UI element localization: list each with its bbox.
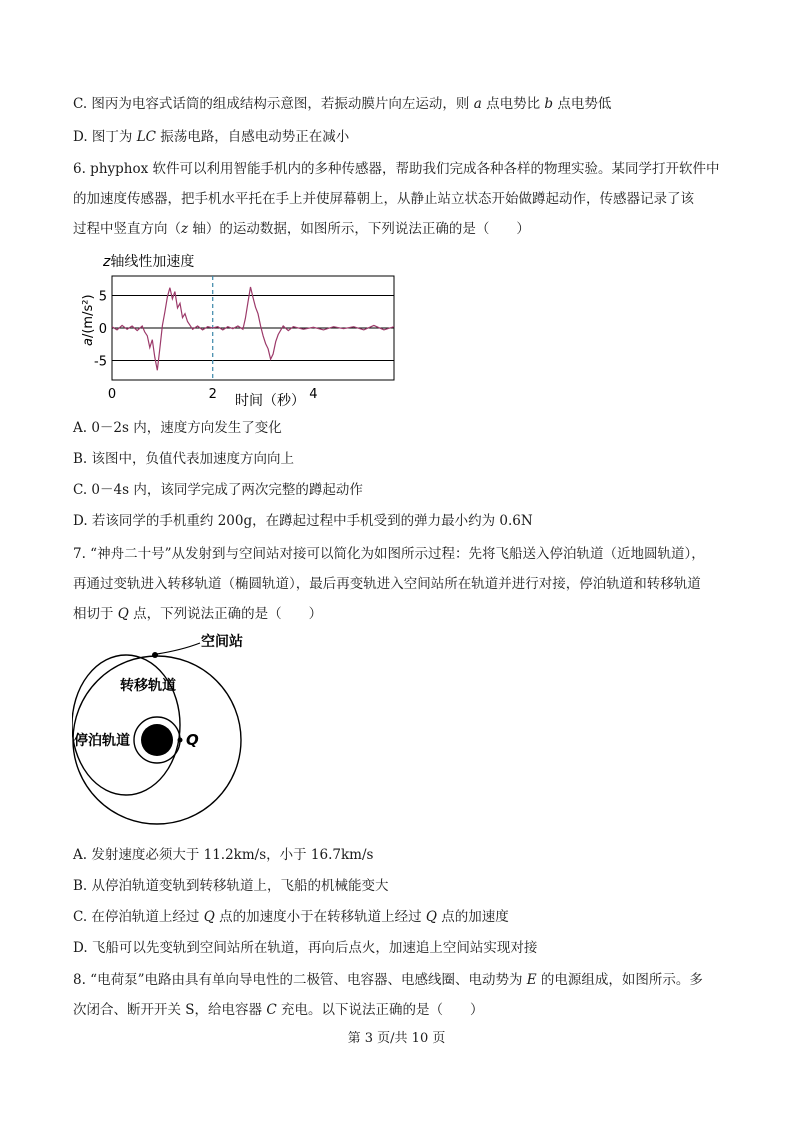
q7-option-c xyxy=(73,907,509,927)
q7-option-c-text: C. 在停泊轨道上经过 xyxy=(73,909,204,925)
q7-stem-line3 xyxy=(73,604,322,624)
transfer-orbit xyxy=(72,655,180,795)
var-lc: LC xyxy=(136,129,157,145)
parking-orbit-label: 停泊轨道 xyxy=(74,733,130,749)
var-q: Q xyxy=(425,909,437,925)
var-c: C xyxy=(266,1002,277,1018)
q6-option-c: C. 0－4s 内，该同学完成了两次完整的蹲起动作 xyxy=(73,482,363,498)
q6-stem-line3 xyxy=(73,219,530,239)
y-axis-label: a/(m/s²) xyxy=(81,294,96,346)
space-station-label: 空间站 xyxy=(201,634,243,650)
point-q-label: Q xyxy=(186,731,199,749)
q6-option-d: D. 若该同学的手机重约 200g，在蹲起过程中手机受到的弹力最小约为 0.6N xyxy=(73,513,533,529)
var-z: z xyxy=(181,221,189,237)
q6-option-b: B. 该图中，负值代表加速度方向向上 xyxy=(73,451,295,467)
point-q-dot xyxy=(178,738,183,743)
var-q: Q xyxy=(203,909,215,925)
y-tick-label: 0 xyxy=(98,322,107,337)
var-a: a xyxy=(473,96,482,112)
q6-option-a: A. 0－2s 内，速度方向发生了变化 xyxy=(73,420,282,436)
q7-option-c-mid: 点的加速度小于在转移轨道上经过 xyxy=(214,909,426,925)
series-line xyxy=(112,287,394,370)
x-tick-label: 2 xyxy=(208,387,217,402)
y-tick-label: 5 xyxy=(98,289,107,305)
chart-title: z轴线性加速度 xyxy=(103,254,195,270)
y-tick-label: -5 xyxy=(94,354,107,370)
acceleration-chart xyxy=(70,248,410,413)
var-q: Q xyxy=(117,606,129,622)
q7-stem-line3-pre: 相切于 xyxy=(73,606,118,622)
var-b: b xyxy=(544,96,554,112)
q8-stem-line2 xyxy=(73,1000,483,1020)
q6-stem-line1: 6. phyphox 软件可以利用智能手机内的多种传感器，帮助我们完成各种各样的物理实验。某同学打开软件中 xyxy=(73,161,720,177)
space-station-leader xyxy=(157,643,200,654)
q5-option-d xyxy=(73,127,349,147)
transfer-orbit-label: 转移轨道 xyxy=(120,678,176,694)
q6-stem-line3-post: 轴）的运动数据，如图所示，下列说法正确的是（ ） xyxy=(188,221,530,237)
q5-option-d-end: 振荡电路，自感电动势正在减小 xyxy=(156,129,350,145)
q5-option-c-text: C. 图丙为电容式话筒的组成结构示意图，若振动膜片向左运动，则 xyxy=(73,96,474,112)
var-e: E xyxy=(526,972,537,988)
x-axis-label: 时间（秒） xyxy=(235,393,305,409)
page-footer: 第 3 页/共 10 页 xyxy=(347,1031,446,1046)
q5-option-c-end: 点电势低 xyxy=(553,96,612,112)
orbit-diagram xyxy=(72,630,272,840)
q7-option-a: A. 发射速度必须大于 11.2km/s，小于 16.7km/s xyxy=(73,847,374,863)
x-tick-label: 0 xyxy=(107,387,117,402)
q8-stem-line2-post: 充电。以下说法正确的是（ ） xyxy=(276,1002,484,1018)
q8-stem-line1 xyxy=(73,970,703,990)
space-station-dot xyxy=(152,652,158,658)
q8-stem-line1-post: 的电源组成，如图所示。多 xyxy=(536,972,703,988)
q5-option-c xyxy=(73,94,611,114)
q7-stem-line2: 再通过变轨进入转移轨道（椭圆轨道），最后再变轨进入空间站所在轨道并进行对接，停泊轨道和转移轨道 xyxy=(73,576,701,592)
q6-stem-line2: 的加速度传感器，把手机水平托在手上并使屏幕朝上，从静止站立状态开始做蹲起动作，传感器记录了该 xyxy=(73,191,694,207)
earth xyxy=(141,724,173,756)
x-tick-label: 4 xyxy=(309,387,318,402)
q7-option-c-end: 点的加速度 xyxy=(436,909,509,925)
q8-stem-line2-pre: 次闭合、断开开关 S，给电容器 xyxy=(73,1002,267,1018)
q8-stem-line1-pre: 8. “电荷泵”电路由具有单向导电性的二极管、电容器、电感线圈、电动势为 xyxy=(73,972,527,988)
q7-stem-line3-post: 点，下列说法正确的是（ ） xyxy=(128,606,323,622)
q5-option-d-text: D. 图丁为 xyxy=(73,129,137,145)
q6-stem-line3-pre: 过程中竖直方向（ xyxy=(73,221,181,237)
q5-option-c-mid: 点电势比 xyxy=(481,96,545,112)
q7-option-d: D. 飞船可以先变轨到空间站所在轨道，再向后点火，加速追上空间站实现对接 xyxy=(73,940,538,956)
q7-option-b: B. 从停泊轨道变轨到转移轨道上，飞船的机械能变大 xyxy=(73,878,389,894)
q7-stem-line1: 7. “神舟二十号”从发射到与空间站对接可以简化为如图所示过程：先将飞船送入停泊轨道（近地圆轨道）， xyxy=(73,546,705,562)
